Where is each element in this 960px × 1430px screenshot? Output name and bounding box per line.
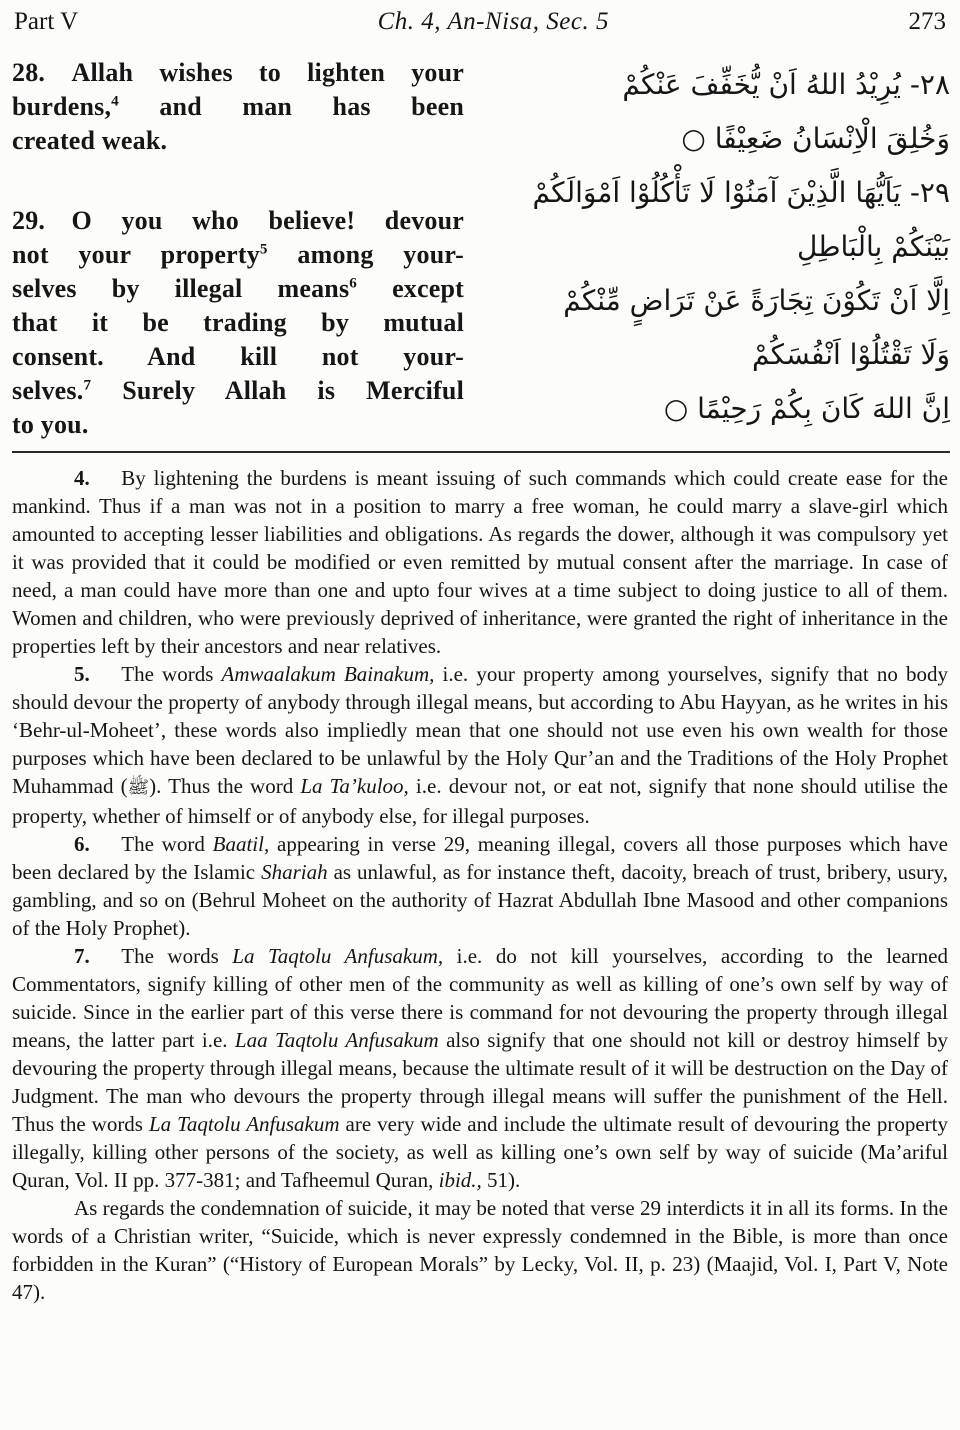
verse-line: created weak. [12, 126, 168, 155]
text-segment: 5. [74, 662, 90, 686]
text-segment: Baatil, [212, 832, 270, 856]
verse-29-english [12, 204, 464, 442]
text-segment: La Taqtolu Anfusakum, [232, 944, 444, 968]
verse-line: selves by illegal means$^6$ except [12, 274, 465, 303]
text-segment: 6. [74, 832, 90, 856]
footnotes-section [12, 464, 950, 1306]
verse-line: consent. And kill not your- [12, 342, 464, 371]
english-translation-column [12, 56, 464, 442]
verse-line: that it be trading by mutual [12, 308, 464, 337]
closing-paragraph: As regards the condemnation of suicide, it may be noted that verse 29 interdicts it in all its forms. In the words of a Christian writer, “Suicide, which is never expressly condemned in the Bible, is more than once forbidden in the Kuran” (“History of European Morals” by Lecky, Vol. II, p. 23) (Maajid, Vol. I, Part V, Note 47). [12, 1196, 948, 1304]
verses-section [12, 56, 950, 442]
header-chapter-title: Ch. 4, An-Nisa, Sec. 5 [377, 8, 609, 35]
footnote-6: 6. The word Baatil, appearing in verse 29, meaning illegal, covers all those purposes which have been declared by the Islamic Shariah as unlawful, as for instance theft, dacoity, breach of trust, bribery, usury, gambling, and so on (Behrul Moheet on the authority of Hazrat Abdullah Ibne Masood and other companions of the Holy Prophet). [12, 832, 949, 940]
verse-line: burdens,$^4$ and man has been [12, 92, 464, 121]
arabic-line: وَلَا تَقْتُلُوْا اَنْفُسَكُمْ [751, 338, 950, 371]
text-segment: 7. [74, 944, 90, 968]
verse-line: selves.$^7$ Surely Allah is Merciful [12, 376, 464, 405]
header-part-label: Part V [14, 8, 79, 35]
footnote-5: 5. The words Amwaalakum Bainakum, i.e. your property among yourselves, signify that no body should devour the property of anybody through illegal means, but according to Abu Hayyan, as he writes in his ‘Behr-ul-Moheet’, these words also impliedly mean that one should not use even his own wealth for those purposes which have been declared to be unlawful by the Holy Qur’an and the Traditions of the Holy Prophet Muhammad (ﷺ). Thus the word La Ta’kuloo, i.e. devour not, or eat not, signify that none should utilise the property, whether of himself or of anybody else, for illegal purposes. [12, 662, 948, 828]
footnote-divider [12, 451, 950, 453]
verse-29-arabic [464, 166, 950, 436]
text-segment: La Ta’kuloo, [300, 774, 409, 798]
arabic-line: وَخُلِقَ الْاِنْسَانُ ضَعِيْفًا ○ [681, 122, 950, 155]
text-segment: ibid., [438, 1168, 482, 1192]
header-page-number: 273 [908, 8, 946, 35]
footnote-reference: 6 [349, 275, 358, 292]
arabic-line: اِنَّ اللهَ كَانَ بِكُمْ رَحِيْمًا ○ [663, 392, 950, 425]
footnote-reference: 7 [83, 377, 92, 394]
arabic-line: اِلَّا اَنْ تَكُوْنَ تِجَارَةً عَنْ تَرَاضٍ مِّنْكُمْ [563, 284, 950, 317]
text-segment: Amwaalakum Bainakum, [221, 662, 435, 686]
arabic-text-column [464, 56, 950, 442]
footnote-4: 4. By lightening the burdens is meant issuing of such commands which could create ease for the mankind. Thus if a man was not in a position to marry a free woman, he could marry a slave-girl which amounted to accepting lesser liabilities and obligations. As regards the dower, although it was compulsory yet it was provided that it could be modified or even remitted by mutual consent after the marriage. In case of need, a man could have more than one and upto four wives at a time subject to doing justice to all of them. Women and children, who were previously deprived of inheritance, were granted the right of inheritance in the properties left by their ancestors and near relatives. [12, 466, 948, 658]
footnote-reference: 5 [259, 241, 268, 258]
verse-line: not your property$^5$ among your- [12, 240, 464, 269]
text-segment: La Taqtolu Anfusakum [148, 1112, 340, 1136]
verse-line: to you. [12, 410, 89, 439]
footnote-reference: 4 [111, 93, 119, 110]
verse-line: 28. Allah wishes to lighten your [12, 58, 464, 87]
text-segment: 4. [74, 466, 90, 490]
arabic-line: ٢٩- يَاَيُّهَا الَّذِيْنَ آمَنُوْا لَا تَأْكُلُوْا اَمْوَالَكُمْ [532, 176, 950, 209]
arabic-line: بَيْنَكُمْ بِالْبَاطِلِ [796, 230, 950, 263]
verse-line: 29. O you who believe! devour [12, 206, 464, 235]
verse-28-arabic [464, 58, 950, 166]
page-header [12, 6, 950, 36]
text-segment: Laa Taqtolu Anfusakum [234, 1028, 439, 1052]
verse-28-english [12, 56, 464, 158]
text-segment: Shariah [261, 860, 328, 884]
arabic-line: ٢٨- يُرِيْدُ اللهُ اَنْ يُّخَفِّفَ عَنْكُمْ [622, 68, 950, 101]
text-segment: ﷺ [127, 777, 150, 798]
footnote-7: 7. The words La Taqtolu Anfusakum, i.e. do not kill yourselves, according to the learned Commentators, signify killing of other men of the community as well as killing of one’s own self by way of suicide. Since in the earlier part of this verse there is command for not devouring the property through illegal means, the latter part i.e. Laa Taqtolu Anfusakum also signify that one should not kill or destroy himself by devouring the property through illegal means, because the ultimate result of it will be destruction on the Day of Judgment. The man who devours the property through illegal means will suffer the punishment of the Hell. Thus the words La Taqtolu Anfusakum are very wide and include the ultimate result of devouring the property illegally, killing other persons of the society, as well as killing one’s own self by way of suicide (Ma’ariful Quran, Vol. II pp. 377-381; and Tafheemul Quran, ibid., 51). [12, 944, 949, 1192]
